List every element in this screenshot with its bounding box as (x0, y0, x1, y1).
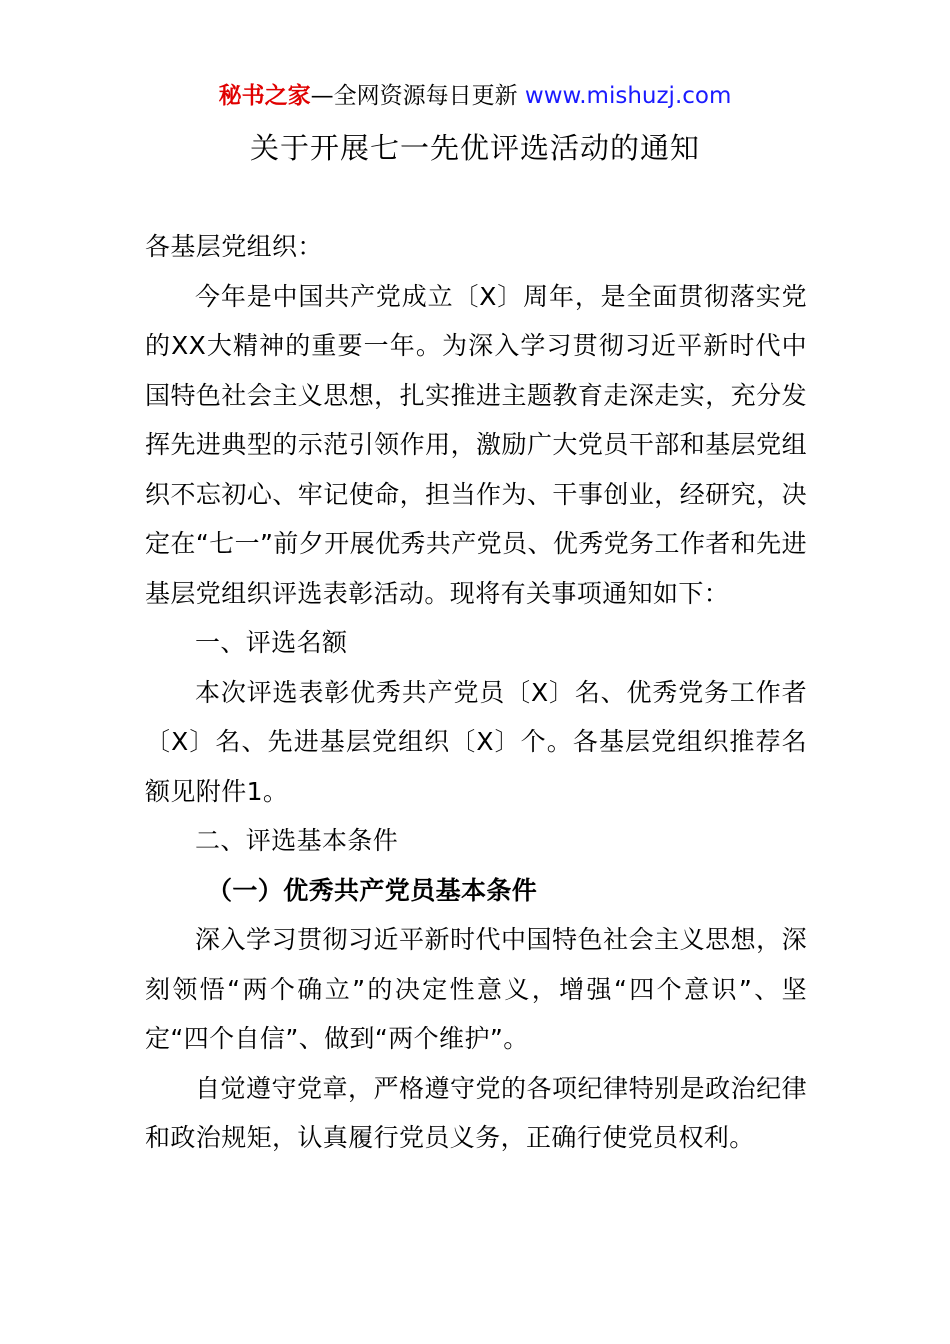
site-header (0, 80, 950, 112)
site-url-link[interactable]: www.mishuzj.com (524, 83, 732, 109)
intro-paragraph: 今年是中国共产党成立〔X〕周年，是全面贯彻落实党的XX大精神的重要一年。为深入学习贯彻习近平新时代中国特色社会主义思想，扎实推进主题教育走深走实，充分发挥先进典型的示范引领作用，激励广大党员干部和基层党组织不忘初心、牢记使命，担当作为、干事创业，经研究，决定在“七一”前夕开展优秀共产党员、优秀党务工作者和先进基层党组织评选表彰活动。现将有关事项通知如下： (145, 281, 807, 608)
condition-paragraph-2: 自觉遵守党章，严格遵守党的各项纪律特别是政治纪律和政治规矩，认真履行党员义务，正确行使党员权利。 (145, 1073, 807, 1152)
subsection-heading-member-conditions: （一）优秀共产党员基本条件 (207, 875, 538, 905)
site-slogan: —全网资源每日更新 (310, 83, 525, 109)
salutation: 各基层党组织： (145, 232, 323, 261)
condition-paragraph-1: 深入学习贯彻习近平新时代中国特色社会主义思想，深刻领悟“两个确立”的决定性意义，增强“四个意识”、坚定“四个自信”、做到“两个维护”。 (145, 925, 807, 1053)
document-body (145, 222, 807, 1163)
section-heading-conditions: 二、评选基本条件 (195, 826, 399, 855)
document-title: 关于开展七一先优评选活动的通知 (249, 131, 700, 165)
section-heading-quota: 一、评选名额 (195, 628, 348, 657)
quota-paragraph: 本次评选表彰优秀共产党员〔X〕名、优秀党务工作者〔X〕名、先进基层党组织〔X〕个。各基层党组织推荐名额见附件1。 (145, 677, 807, 806)
site-name: 秘书之家 (218, 83, 311, 109)
